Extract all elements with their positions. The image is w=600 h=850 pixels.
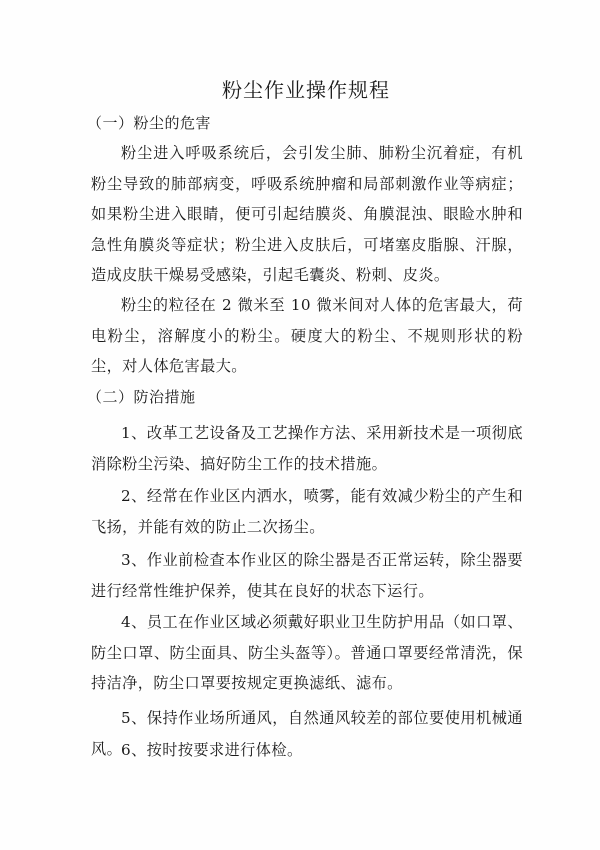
measure-item-2: 2、经常在作业区内洒水，喷雾，能有效减少粉尘的产生和飞扬，并能有效的防止二次扬尘。	[91, 487, 523, 536]
section-heading-hazards: （一）粉尘的危害	[87, 114, 212, 132]
document-title	[0, 74, 600, 103]
measure-item-4: 4、员工在作业区域必须戴好职业卫生防护用品（如口罩、防尘口罩、防尘面具、防尘头盔等）。普通口罩要经常清洗，保持洁净，防尘口罩要按规定更换滤纸、滤布。	[91, 613, 523, 692]
paragraph-hazards-1: 粉尘进入呼吸系统后，会引发尘肺、肺粉尘沉着症，有机粉尘导致的肺部病变，呼吸系统肿瘤和局部刺激作业等病症；如果粉尘进入眼睛，便可引起结膜炎、角膜混浊、眼睑水肿和急性角膜炎等症状；粉尘进入皮肤后，可堵塞皮脂腺、汗腺，造成皮肤干燥易受感染，引起毛囊炎、粉刺、皮炎。	[91, 144, 523, 284]
measure-item-6: 6、按时按要求进行体检。	[121, 741, 303, 759]
measure-item-5: 5、保持作业场所通风，自然通风较差的部位要使用机械通风。	[91, 709, 523, 758]
measure-item-3: 3、作业前检查本作业区的除尘器是否正常运转，除尘器要进行经常性维护保养，使其在良好的状态下运行。	[91, 551, 523, 600]
paragraph-hazards-2: 粉尘的粒径在 2 微米至 10 微米间对人体的危害最大，荷电粉尘，溶解度小的粉尘。硬度大的粉尘、不规则形状的粉尘，对人体危害最大。	[91, 296, 523, 375]
section-heading-measures: （二）防治措施	[87, 388, 196, 406]
measure-item-1: 1、改革工艺设备及工艺操作方法、采用新技术是一项彻底消除粉尘污染、搞好防尘工作的技术措施。	[91, 424, 523, 473]
document-title-text: 粉尘作业操作规程	[222, 78, 390, 102]
